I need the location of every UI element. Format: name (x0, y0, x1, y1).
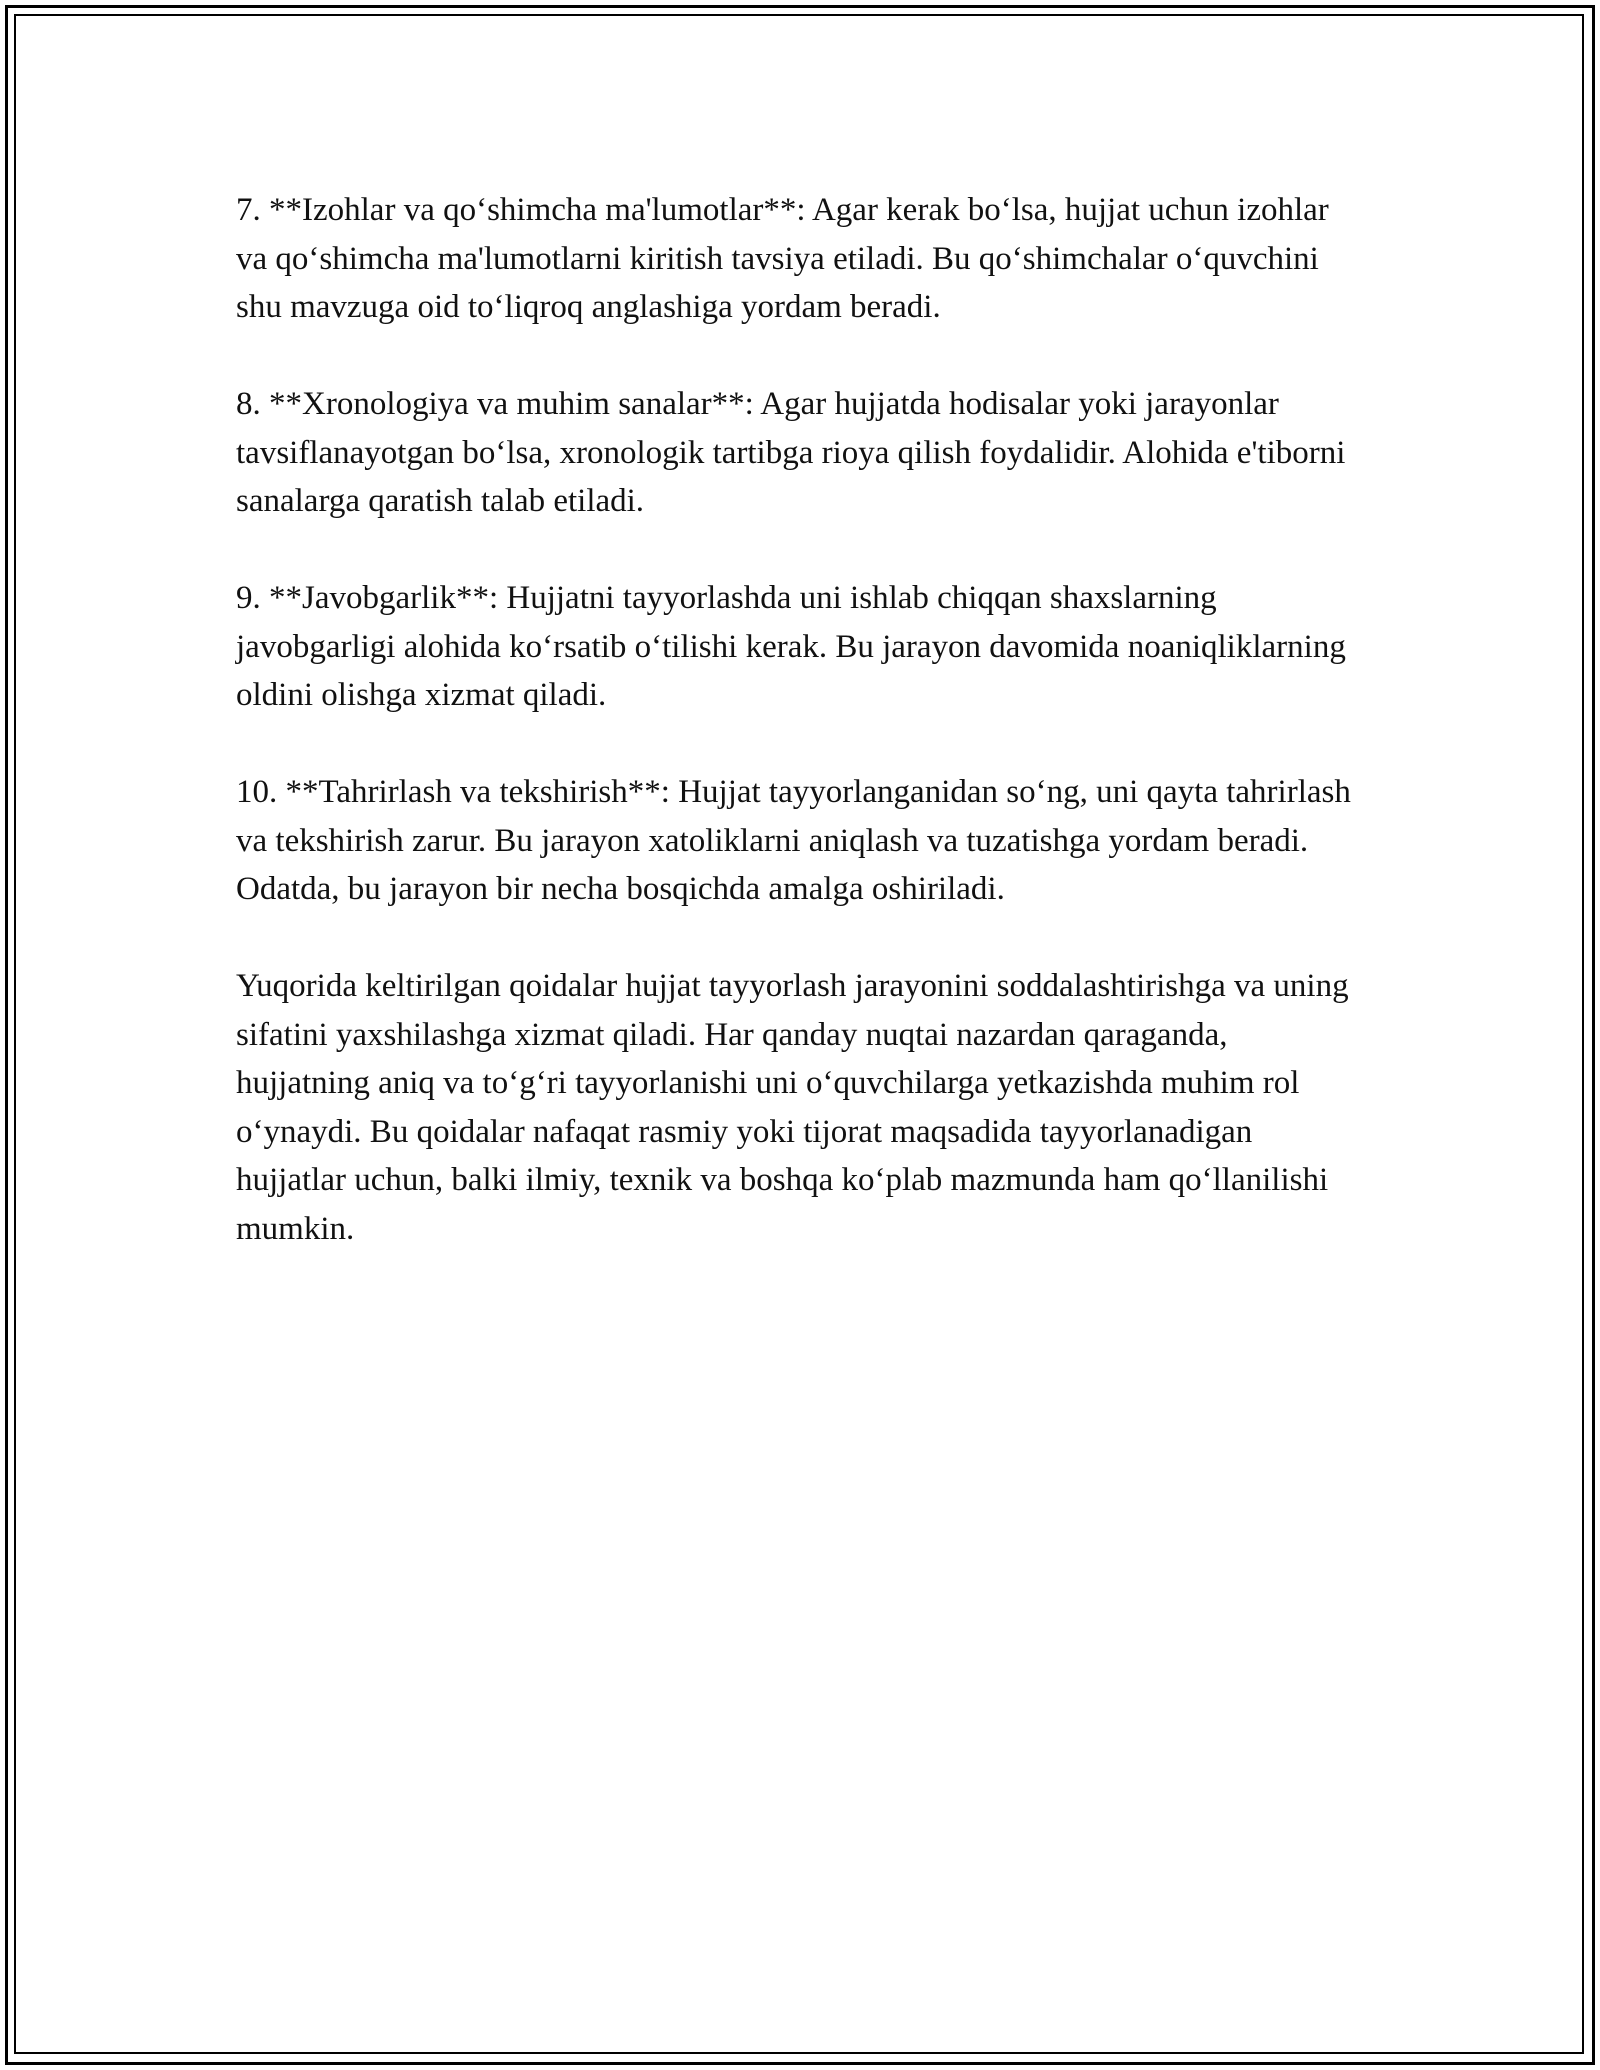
document-body (236, 186, 1366, 1302)
paragraph-item-10-editing: 10. **Tahrirlash va tekshirish**: Hujjat tayyorlanganidan so‘ng, uni qayta tahrirlash va tekshirish zarur. Bu jarayon xatoliklarni aniqlash va tuzatishga yordam beradi. Odatda, bu jarayon bir necha bosqichda amalga oshiriladi. (236, 774, 1351, 907)
paragraph-item-8-chronology: 8. **Xronologiya va muhim sanalar**: Agar hujjatda hodisalar yoki jarayonlar tavsiflanayotgan bo‘lsa, xronologik tartibga rioya qilish foydalidir. Alohida e'tiborni sanalarga qaratish talab etiladi. (236, 386, 1346, 519)
paragraph-item-9-responsibility: 9. **Javobgarlik**: Hujjatni tayyorlashda uni ishlab chiqqan shaxslarning javobgarligi alohida ko‘rsatib o‘tilishi kerak. Bu jarayon davomida noaniqliklarning oldini olishga xizmat qiladi. (236, 580, 1346, 713)
paragraph-conclusion: Yuqorida keltirilgan qoidalar hujjat tayyorlash jarayonini soddalashtirishga va uning sifatini yaxshilashga xizmat qiladi. Har qanday nuqtai nazardan qaraganda, hujjatning aniq va to‘g‘ri tayyorlanishi uni o‘quvchilarga yetkazishda muhim rol o‘ynaydi. Bu qoidalar nafaqat rasmiy yoki tijorat maqsadida tayyorlanadigan hujjatlar uchun, balki ilmiy, texnik va boshqa ko‘plab mazmunda ham qo‘llanilishi mumkin. (236, 968, 1349, 1247)
paragraph-item-7-notes: 7. **Izohlar va qo‘shimcha ma'lumotlar**: Agar kerak bo‘lsa, hujjat uchun izohlar va qo‘shimcha ma'lumotlarni kiritish tavsiya etiladi. Bu qo‘shimchalar o‘quvchini shu mavzuga oid to‘liqroq anglashiga yordam beradi. (236, 192, 1329, 325)
